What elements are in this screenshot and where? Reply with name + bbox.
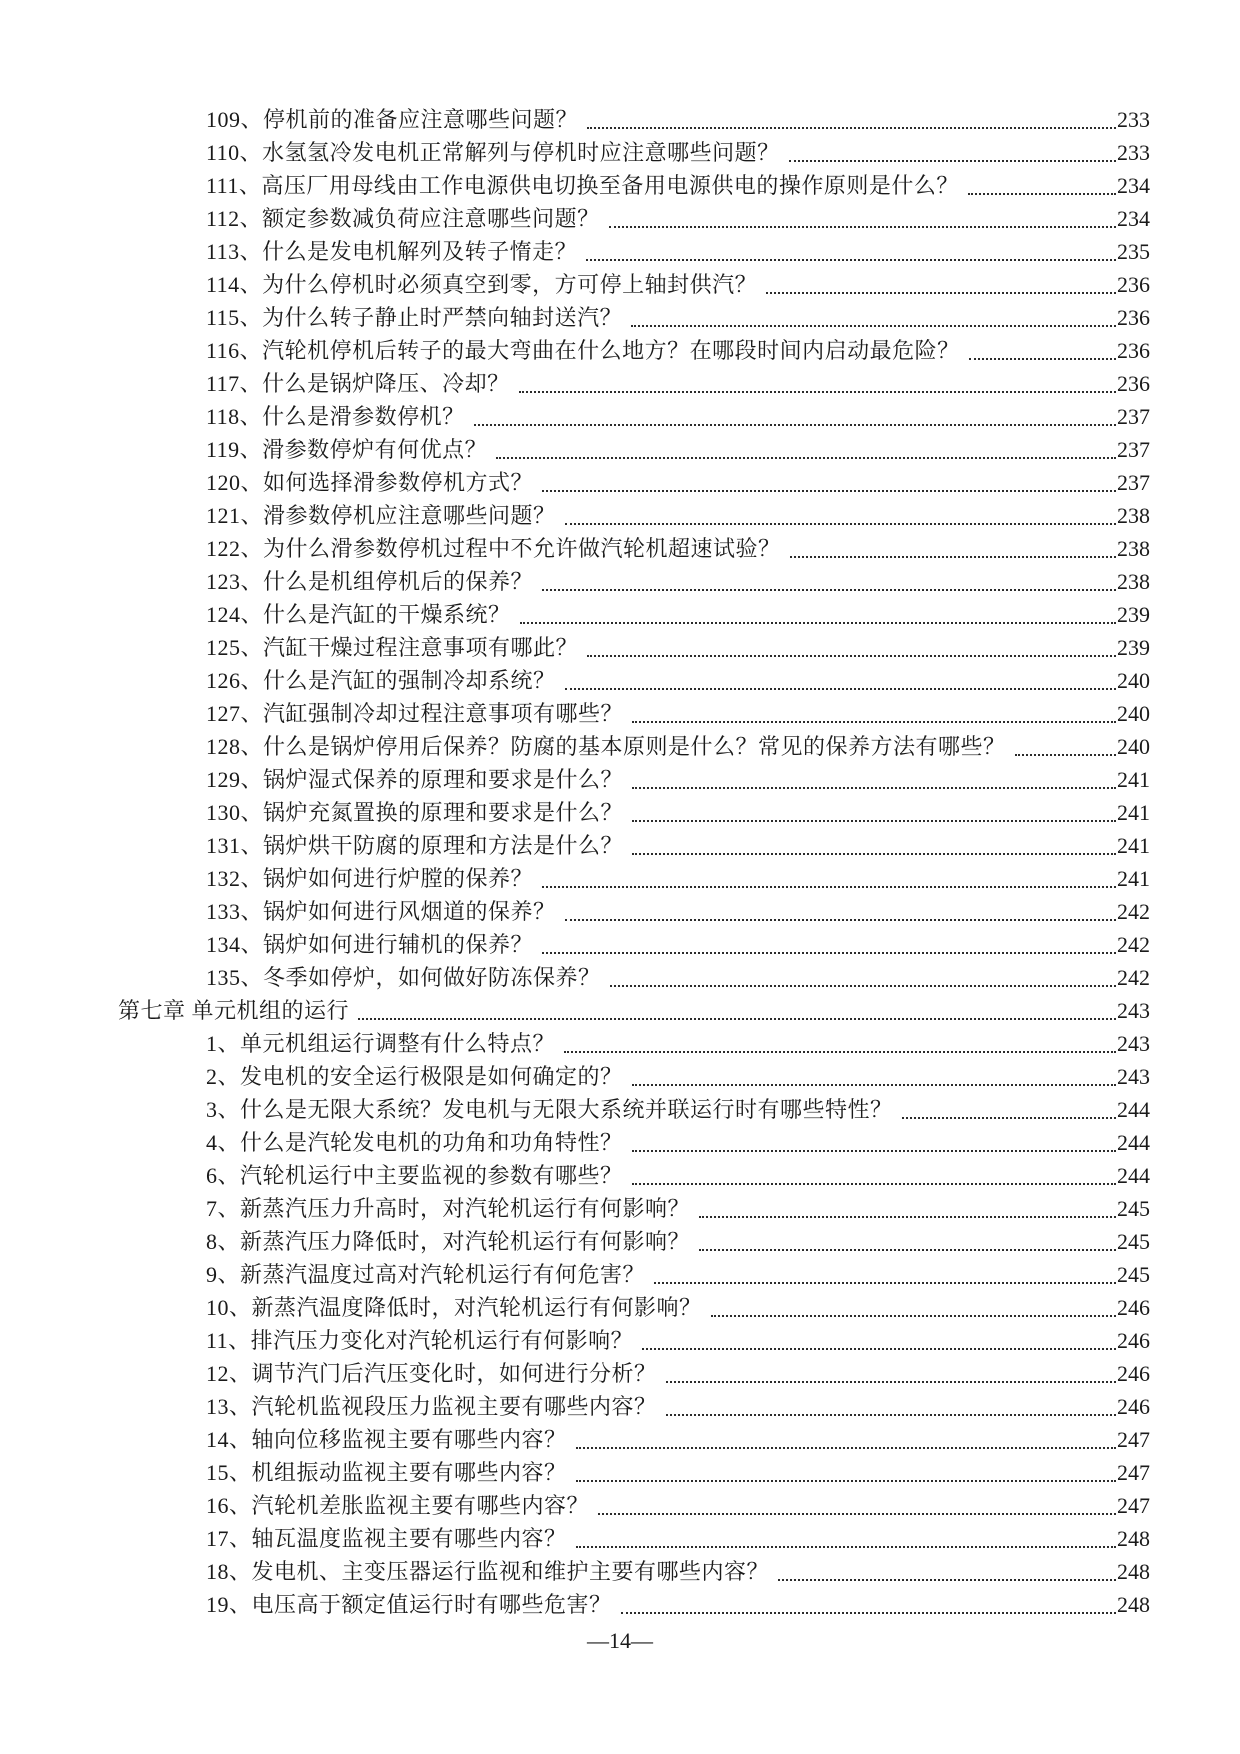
toc-page-number: 234: [1117, 206, 1150, 231]
toc-entry-row: [118, 1126, 1150, 1159]
toc-entry-title: 7、新蒸汽压力升高时，对汽轮机运行有何影响？: [206, 1196, 691, 1221]
toc-page-number: 244: [1117, 1163, 1150, 1188]
toc-page-number: 245: [1117, 1229, 1150, 1254]
toc-entry-row: [118, 1291, 1150, 1324]
toc-entry-row: [118, 334, 1150, 367]
toc-entry-row: [118, 631, 1150, 664]
toc-entry-row: [118, 1588, 1150, 1621]
toc-entry-title: 127、汽缸强制冷却过程注意事项有哪些？: [206, 701, 624, 726]
dot-leader: [496, 457, 1116, 459]
toc-entry-row: [118, 928, 1150, 961]
toc-entry-title: 10、新蒸汽温度降低时，对汽轮机运行有何影响？: [206, 1295, 702, 1320]
toc-entry-row: [118, 697, 1150, 730]
toc-entry-row: [118, 103, 1150, 136]
toc-entry-row: [118, 1324, 1150, 1357]
toc-entry-title: 6、汽轮机运行中主要监视的参数有哪些？: [206, 1163, 623, 1188]
toc-page-number: 242: [1117, 899, 1150, 924]
toc-entry-row: [118, 202, 1150, 235]
toc-entry-row: [118, 730, 1150, 763]
toc-page-number: 247: [1117, 1460, 1150, 1485]
dot-leader: [609, 226, 1116, 228]
toc-entry-title: 11、排汽压力变化对汽轮机运行有何影响？: [206, 1328, 634, 1353]
toc-page-number: 233: [1117, 107, 1150, 132]
dot-leader: [587, 655, 1116, 657]
toc-entry-row: [118, 1159, 1150, 1192]
toc-page-number: 234: [1117, 173, 1150, 198]
toc-entry-title: 113、什么是发电机解列及转子惰走？: [206, 239, 578, 264]
toc-page-number: 236: [1117, 371, 1150, 396]
toc-page-number: 246: [1117, 1328, 1150, 1353]
dot-leader: [711, 1315, 1116, 1317]
dot-leader: [632, 1150, 1116, 1152]
toc-entry-title: 116、汽轮机停机后转子的最大弯曲在什么地方？在哪段时间内启动最危险？: [206, 338, 960, 363]
toc-page-number: 236: [1117, 272, 1150, 297]
toc-page-number: 233: [1117, 140, 1150, 165]
dot-leader: [789, 160, 1116, 162]
toc-page-number: 240: [1117, 701, 1150, 726]
toc-entry-title: 109、停机前的准备应注意哪些问题？: [206, 107, 579, 132]
toc-page-number: 246: [1117, 1394, 1150, 1419]
dot-leader: [790, 556, 1116, 558]
toc-page-number: 247: [1117, 1493, 1150, 1518]
toc-entry-title: 3、什么是无限大系统？发电机与无限大系统并联运行时有哪些特性？: [206, 1097, 893, 1122]
dot-leader: [632, 820, 1116, 822]
toc-entry-title: 19、电压高于额定值运行时有哪些危害？: [206, 1592, 612, 1617]
toc-page-number: 236: [1117, 338, 1150, 363]
toc-entry-title: 13、汽轮机监视段压力监视主要有哪些内容？: [206, 1394, 657, 1419]
toc-entry-title: 12、调节汽门后汽压变化时，如何进行分析？: [206, 1361, 657, 1386]
dot-leader: [586, 259, 1116, 261]
dot-leader: [576, 1447, 1116, 1449]
toc-entry-title: 135、冬季如停炉，如何做好防冻保养？: [206, 965, 601, 990]
toc-page-number: 245: [1117, 1196, 1150, 1221]
dot-leader: [542, 490, 1116, 492]
dot-leader: [654, 1282, 1116, 1284]
toc-page-number: 248: [1117, 1592, 1150, 1617]
toc-entry-row: [118, 829, 1150, 862]
toc-entry-title: 126、什么是汽缸的强制冷却系统？: [206, 668, 556, 693]
dot-leader: [474, 424, 1116, 426]
toc-entry-row: [118, 1489, 1150, 1522]
toc-entry-row: [118, 598, 1150, 631]
toc-entry-title: 15、机组振动监视主要有哪些内容？: [206, 1460, 567, 1485]
toc-entry-row: [118, 1522, 1150, 1555]
toc-entry-row: [118, 961, 1150, 994]
toc-entry-row: [118, 268, 1150, 301]
dot-leader: [666, 1414, 1116, 1416]
dot-leader: [564, 1051, 1116, 1053]
dot-leader: [542, 886, 1116, 888]
toc-entry-title: 128、什么是锅炉停用后保养？防腐的基本原则是什么？常见的保养方法有哪些？: [206, 734, 1006, 759]
toc-entry-title: 125、汽缸干燥过程注意事项有哪此？: [206, 635, 579, 660]
toc-entry-title: 4、什么是汽轮发电机的功角和功角特性？: [206, 1130, 623, 1155]
toc-entry-row: [118, 169, 1150, 202]
toc-entry-title: 16、汽轮机差胀监视主要有哪些内容？: [206, 1493, 590, 1518]
dot-leader: [632, 1084, 1116, 1086]
toc-entry-row: [118, 466, 1150, 499]
toc-page-number: 238: [1117, 536, 1150, 561]
toc-entry-row: [118, 499, 1150, 532]
toc-entry-title: 2、发电机的安全运行极限是如何确定的？: [206, 1064, 623, 1089]
toc-page-number: 244: [1117, 1097, 1150, 1122]
toc-entry-title: 111、高压厂用母线由工作电源供电切换至备用电源供电的操作原则是什么？: [206, 173, 959, 198]
dot-leader: [632, 721, 1116, 723]
toc-entry-row: [118, 664, 1150, 697]
footer-page-number: —14—: [587, 1628, 653, 1653]
toc-page-number: 237: [1117, 404, 1150, 429]
dot-leader: [968, 193, 1116, 195]
dot-leader: [621, 1612, 1116, 1614]
toc-page-number: 235: [1117, 239, 1150, 264]
toc-entry-row: [118, 1456, 1150, 1489]
toc-page-number: 241: [1117, 866, 1150, 891]
dot-leader: [666, 1381, 1116, 1383]
toc-entry-row: [118, 1423, 1150, 1456]
toc-chapter-title: 第七章 单元机组的运行: [118, 998, 350, 1023]
toc-page-number: 239: [1117, 602, 1150, 627]
dot-leader: [565, 688, 1116, 690]
toc-page-number: 243: [1117, 998, 1150, 1023]
toc-page-number: 243: [1117, 1031, 1150, 1056]
toc-entry-row: [118, 796, 1150, 829]
dot-leader: [632, 787, 1116, 789]
toc-entry-title: 120、如何选择滑参数停机方式？: [206, 470, 534, 495]
dot-leader: [631, 325, 1116, 327]
toc-page-number: 238: [1117, 569, 1150, 594]
toc-page-number: 236: [1117, 305, 1150, 330]
dot-leader: [576, 1480, 1116, 1482]
dot-leader: [565, 919, 1116, 921]
toc-entry-title: 130、锅炉充氮置换的原理和要求是什么？: [206, 800, 624, 825]
toc-entry-title: 134、锅炉如何进行辅机的保养？: [206, 932, 534, 957]
dot-leader: [598, 1513, 1116, 1515]
toc-entry-row: [118, 1555, 1150, 1588]
dot-leader: [632, 853, 1116, 855]
toc-entry-row: [118, 433, 1150, 466]
toc-entry-title: 114、为什么停机时必须真空到零，方可停上轴封供汽？: [206, 272, 758, 297]
toc-page-number: 242: [1117, 932, 1150, 957]
dot-leader: [358, 1018, 1116, 1020]
dot-leader: [699, 1216, 1116, 1218]
toc-entry-row: [118, 763, 1150, 796]
dot-leader: [766, 292, 1116, 294]
toc-entry-title: 133、锅炉如何进行风烟道的保养？: [206, 899, 556, 924]
dot-leader: [587, 127, 1116, 129]
toc-entry-title: 1、单元机组运行调整有什么特点？: [206, 1031, 556, 1056]
toc-entry-title: 115、为什么转子静止时严禁向轴封送汽？: [206, 305, 623, 330]
toc-entry-row: [118, 301, 1150, 334]
toc-page-number: 241: [1117, 767, 1150, 792]
toc-entry-row: [118, 136, 1150, 169]
dot-leader: [969, 358, 1116, 360]
toc-entry-row: [118, 1027, 1150, 1060]
toc-entry-row: [118, 1357, 1150, 1390]
toc-entry-title: 121、滑参数停机应注意哪些问题？: [206, 503, 556, 528]
dot-leader: [699, 1249, 1116, 1251]
toc-page-number: 241: [1117, 800, 1150, 825]
toc-page-number: 248: [1117, 1559, 1150, 1584]
toc-entry-title: 124、什么是汽缸的干燥系统？: [206, 602, 511, 627]
toc-entry-title: 131、锅炉烘干防腐的原理和方法是什么？: [206, 833, 624, 858]
toc-page-number: 240: [1117, 734, 1150, 759]
toc-entry-title: 8、新蒸汽压力降低时，对汽轮机运行有何影响？: [206, 1229, 691, 1254]
toc-entry-title: 132、锅炉如何进行炉膛的保养？: [206, 866, 534, 891]
dot-leader: [778, 1579, 1116, 1581]
dot-leader: [576, 1546, 1116, 1548]
toc-list: [118, 103, 1150, 1621]
toc-entry-row: [118, 895, 1150, 928]
dot-leader: [632, 1183, 1116, 1185]
toc-entry-title: 17、轴瓦温度监视主要有哪些内容？: [206, 1526, 567, 1551]
toc-entry-row: [118, 1060, 1150, 1093]
toc-entry-title: 119、滑参数停炉有何优点？: [206, 437, 488, 462]
toc-entry-title: 118、什么是滑参数停机？: [206, 404, 465, 429]
toc-entry-row: [118, 235, 1150, 268]
dot-leader: [519, 391, 1116, 393]
toc-page-number: 237: [1117, 470, 1150, 495]
toc-entry-row: [118, 400, 1150, 433]
toc-page-number: 244: [1117, 1130, 1150, 1155]
toc-page-number: 246: [1117, 1361, 1150, 1386]
dot-leader: [610, 985, 1116, 987]
dot-leader: [542, 952, 1116, 954]
toc-entry-row: [118, 367, 1150, 400]
toc-entry-row: [118, 1390, 1150, 1423]
toc-entry-title: 18、发电机、主变压器运行监视和维护主要有哪些内容？: [206, 1559, 770, 1584]
toc-page-number: 245: [1117, 1262, 1150, 1287]
toc-page-number: 246: [1117, 1295, 1150, 1320]
dot-leader: [1015, 754, 1116, 756]
toc-entry-title: 129、锅炉湿式保养的原理和要求是什么？: [206, 767, 624, 792]
toc-entry-row: [118, 1258, 1150, 1291]
toc-page-number: 247: [1117, 1427, 1150, 1452]
toc-entry-title: 14、轴向位移监视主要有哪些内容？: [206, 1427, 567, 1452]
dot-leader: [902, 1117, 1116, 1119]
toc-entry-row: [118, 862, 1150, 895]
toc-page-number: 240: [1117, 668, 1150, 693]
toc-page-number: 243: [1117, 1064, 1150, 1089]
dot-leader: [642, 1348, 1116, 1350]
toc-entry-row: [118, 1192, 1150, 1225]
dot-leader: [542, 589, 1116, 591]
toc-entry-title: 9、新蒸汽温度过高对汽轮机运行有何危害？: [206, 1262, 646, 1287]
toc-entry-title: 123、什么是机组停机后的保养？: [206, 569, 534, 594]
toc-page-number: 239: [1117, 635, 1150, 660]
toc-page-number: 241: [1117, 833, 1150, 858]
toc-page-number: 248: [1117, 1526, 1150, 1551]
toc-page-number: 242: [1117, 965, 1150, 990]
dot-leader: [565, 523, 1116, 525]
toc-entry-row: [118, 1093, 1150, 1126]
toc-entry-row: [118, 1225, 1150, 1258]
toc-entry-title: 112、额定参数减负荷应注意哪些问题？: [206, 206, 600, 231]
toc-chapter-row: [118, 994, 1150, 1027]
toc-page-number: 238: [1117, 503, 1150, 528]
toc-entry-row: [118, 532, 1150, 565]
dot-leader: [520, 622, 1116, 624]
toc-entry-title: 122、为什么滑参数停机过程中不允许做汽轮机超速试验？: [206, 536, 781, 561]
toc-entry-row: [118, 565, 1150, 598]
toc-entry-title: 117、什么是锅炉降压、冷却？: [206, 371, 510, 396]
toc-entry-title: 110、水氢氢冷发电机正常解列与停机时应注意哪些问题？: [206, 140, 780, 165]
toc-page-number: 237: [1117, 437, 1150, 462]
